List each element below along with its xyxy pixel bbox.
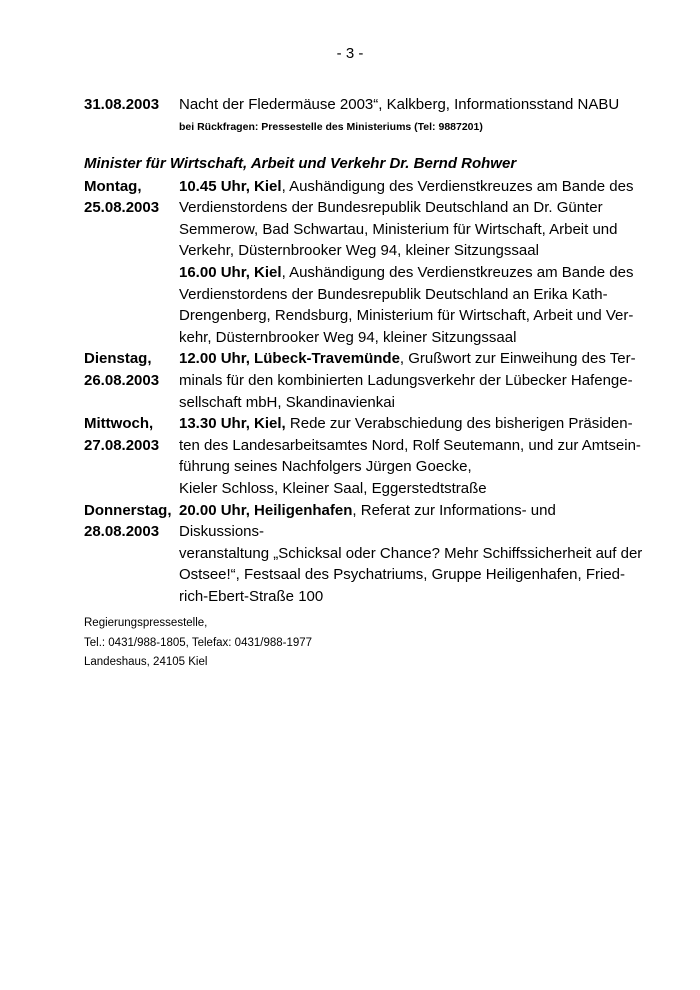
event-description: Kieler Schloss, Kleiner Saal, Eggerstedtstraße (179, 479, 487, 497)
event-description: rich-Ebert-Straße 100 (179, 587, 324, 605)
event-description: minals für den kombinierten Ladungsverkehr der Lübecker Hafenge- (179, 371, 633, 389)
events-list (84, 176, 644, 608)
event-details (179, 348, 644, 413)
event-time-place: 16.00 Uhr, Kiel (179, 263, 282, 281)
event-description: kehr, Düsternbrooker Weg 94, kleiner Sitzungssaal (179, 328, 517, 346)
footer (84, 614, 312, 673)
event-entry (179, 262, 644, 348)
event-description: Verdienstordens der Bundesrepublik Deutschland an Dr. Günter (179, 199, 603, 217)
event-line (179, 413, 644, 435)
event-line (179, 176, 644, 198)
event-date: 25.08.2003 (84, 199, 160, 217)
event-time-place: 10.45 Uhr, Kiel (179, 177, 282, 195)
event-time-place: 12.00 Uhr, Lübeck-Travemünde (179, 350, 400, 368)
event-date: 26.08.2003 (84, 371, 160, 389)
event-description: Ostsee!“, Festsaal des Psychatriums, Gruppe Heiligenhafen, Fried- (179, 566, 626, 584)
event-line (179, 456, 644, 478)
event-date-column (84, 176, 179, 349)
event-row (84, 348, 644, 413)
event-weekday: Dienstag, (84, 350, 152, 368)
event-entry (179, 500, 644, 608)
event-weekday: Mittwoch, (84, 415, 154, 433)
first-entry-row (84, 94, 644, 116)
event-line (179, 240, 644, 262)
footer-office: Regierungspressestelle, (84, 617, 208, 629)
event-line (179, 435, 644, 457)
event-entry (179, 348, 644, 413)
event-line (179, 543, 644, 565)
event-details (179, 500, 644, 608)
event-line (179, 219, 644, 241)
event-entry (179, 176, 644, 262)
event-line (179, 392, 644, 414)
event-details (179, 413, 644, 499)
event-weekday: Donnerstag, (84, 501, 172, 519)
event-description: , Aushändigung des Verdienstkreuzes am Bande des (281, 263, 634, 281)
first-entry-date: 31.08.2003 (84, 96, 160, 113)
footer-address: Landeshaus, 24105 Kiel (84, 656, 208, 668)
event-date: 27.08.2003 (84, 436, 160, 454)
event-description: Verkehr, Düsternbrooker Weg 94, kleiner Sitzungssaal (179, 242, 539, 260)
event-description: sellschaft mbH, Skandinavienkai (179, 393, 395, 411)
event-description: , Grußwort zur Einweihung des Ter- (399, 350, 636, 368)
event-date-column (84, 348, 179, 413)
event-entry (179, 413, 644, 499)
footer-phone: Tel.: 0431/988-1805, Telefax: 0431/988-1977 (84, 636, 313, 649)
event-line (179, 197, 644, 219)
event-time-place: 20.00 Uhr, Heiligenhafen (179, 501, 353, 519)
event-description: ten des Landesarbeitsamtes Nord, Rolf Seutemann, und zur Amtsein- (179, 436, 641, 454)
event-description: Drengenberg, Rendsburg, Ministerium für Wirtschaft, Arbeit und Ver- (179, 307, 634, 325)
event-line (179, 500, 644, 543)
press-contact-note: bei Rückfragen: Pressestelle des Ministeriums (Tel: 9887201) (179, 120, 483, 133)
event-line (179, 370, 644, 392)
event-description: führung seines Nachfolgers Jürgen Goecke, (179, 458, 472, 476)
event-line (179, 348, 644, 370)
event-description: , Referat zur Informations- und Diskussions- (179, 501, 556, 541)
event-description: Semmerow, Bad Schwartau, Ministerium für Wirtschaft, Arbeit und (179, 220, 618, 238)
event-line (179, 284, 644, 306)
event-time-place: 13.30 Uhr, Kiel, (179, 415, 286, 433)
event-description: Rede zur Verabschiedung des bisherigen Präsiden- (285, 415, 633, 433)
schedule-content (84, 94, 644, 607)
event-date-column (84, 413, 179, 499)
page-number: - 3 - (336, 45, 364, 62)
event-date: 28.08.2003 (84, 523, 160, 541)
event-line (179, 305, 644, 327)
event-details (179, 176, 644, 349)
event-line (179, 586, 644, 608)
event-description: , Aushändigung des Verdienstkreuzes am Bande des (281, 177, 634, 195)
event-weekday: Montag, (84, 177, 142, 195)
event-line (179, 262, 644, 284)
event-line (179, 478, 644, 500)
event-row (84, 176, 644, 349)
event-description: Verdienstordens der Bundesrepublik Deutschland an Erika Kath- (179, 285, 608, 303)
event-date-column (84, 500, 179, 608)
minister-heading: Minister für Wirtschaft, Arbeit und Verkehr Dr. Bernd Rohwer (84, 154, 517, 172)
first-entry-text: Nacht der Fledermäuse 2003“, Kalkberg, Informationsstand NABU (179, 96, 620, 113)
event-row (84, 413, 644, 499)
event-line (179, 327, 644, 349)
event-row (84, 500, 644, 608)
event-description: veranstaltung „Schicksal oder Chance? Mehr Schiffssicherheit auf der (179, 544, 643, 562)
event-line (179, 564, 644, 586)
